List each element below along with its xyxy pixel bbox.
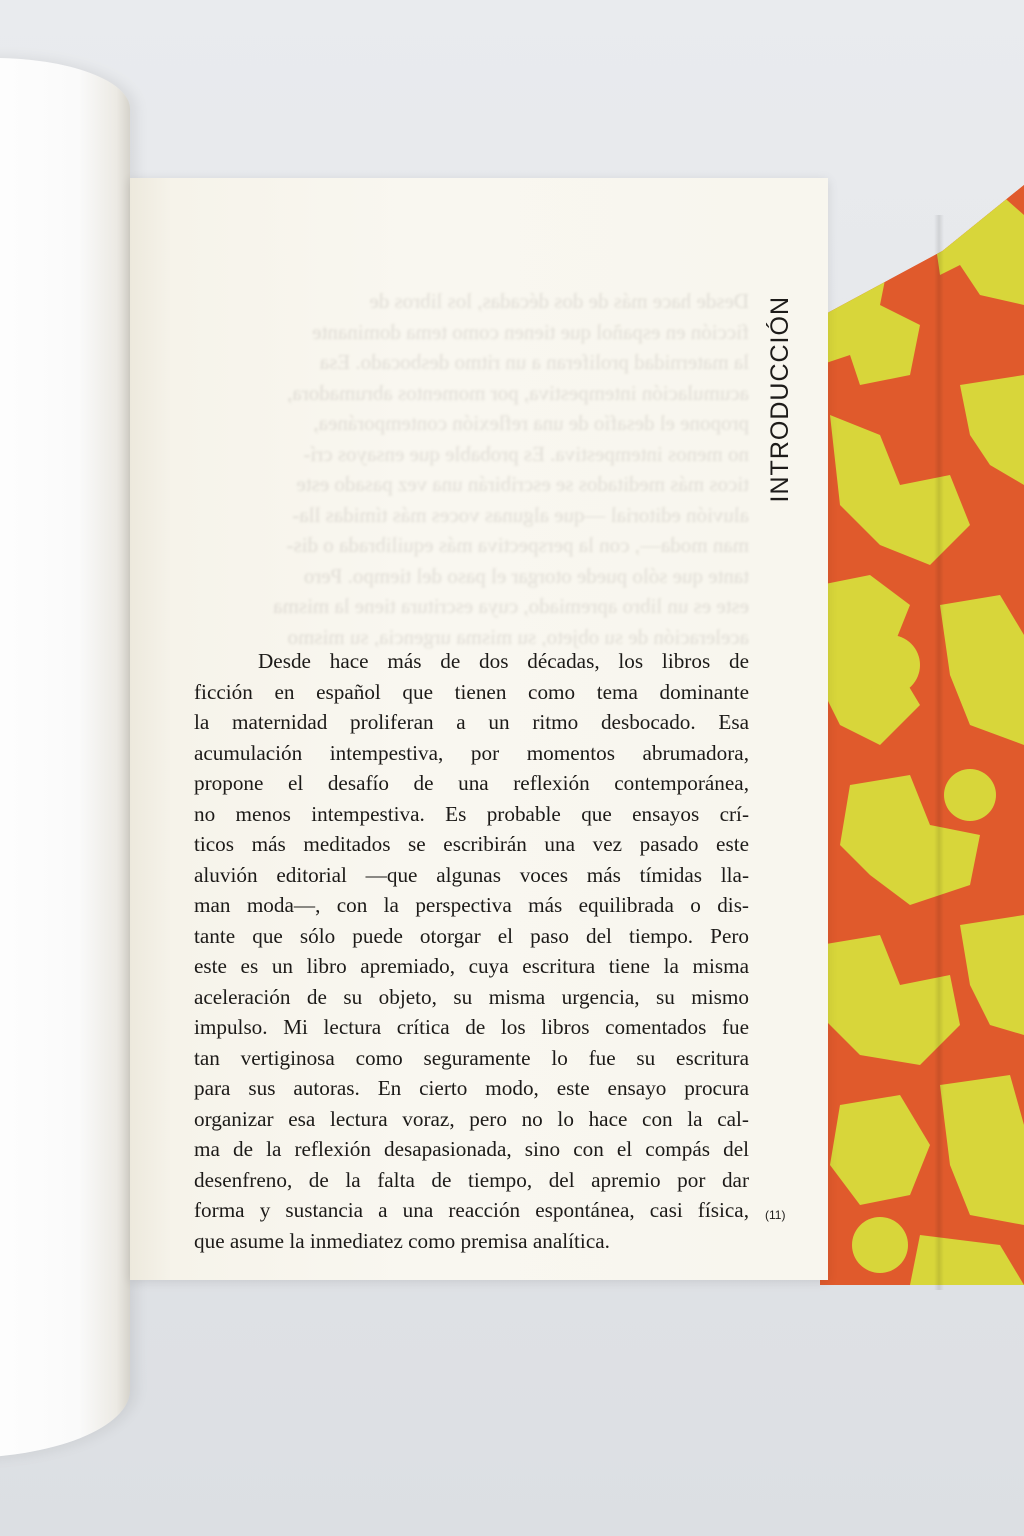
text-line: ficción en español que tienen como tema dominante [194,679,749,704]
text-line: acumulación intempestiva, por momentos abrumadora, [194,740,749,765]
text-line: impulso. Mi lectura crítica de los libros comentados fue [194,1015,749,1039]
text-line: ticos más meditados se escribirán una vez pasado este [194,832,749,856]
page-number: (11) [765,1208,786,1222]
running-head [750,296,810,556]
text-line: Desde hace más de dos décadas, los libros de [258,649,749,673]
text-line: desenfreno, de la falta de tiempo, del apremio por dar [194,1167,749,1192]
text-line: man moda—, con la perspectiva más equilibrada o dis- [194,893,749,917]
cover-flap-pattern [820,185,1024,1285]
left-curled-page [0,58,130,1458]
text-line: tan vertiginosa como seguramente lo fue su escritura [194,1045,749,1070]
flap-fold-shadow [934,215,944,1290]
text-line: ma de la reflexión desapasionada, sino con el compás del [194,1137,749,1161]
text-line: para sus autoras. En cierto modo, este ensayo procura [194,1076,749,1100]
text-line: que asume la inmediatez como premisa analítica. [194,1228,610,1253]
text-line: forma y sustancia a una reacción espontánea, casi física, [194,1198,749,1222]
text-line: organizar esa lectura voraz, pero no lo hace con la cal- [194,1106,749,1131]
text-line: aceleración de su objeto, su misma urgencia, su mismo [194,984,749,1009]
text-line: propone el desafío de una reflexión contemporánea, [194,771,749,795]
text-line: aluvión editorial —que algunas voces más tímidas lla- [194,862,749,887]
body-paragraph [194,646,749,1256]
show-through-text: Desde hace más de dos décadas, los libros de ficción en español que tienen como tema dominante la maternidad proliferan a un ritmo desbocado. Esa acumulación intempestiva, por momentos abrumadora, propone el desafío de una reflexión contemporánea, no menos intempestiva. Es probable que ensayos crí- ticos más meditados se escribirán una vez pasado este aluvión editorial —que algunas voces más tímidas lla- man moda—, con la perspectiva más equilibrada o dis- tante que sólo puede otorgar el paso del tiempo. Pero este es un libro apremiado, cuya escritura tiene la misma aceleración de su objeto, su misma urgencia, su mismo [273,289,749,649]
text-line: la maternidad proliferan a un ritmo desbocado. Esa [194,710,749,734]
text-line: no menos intempestiva. Es probable que ensayos crí- [194,801,749,826]
running-head-text: INTRODUCCIÓN [765,296,794,503]
book-page [130,178,828,1280]
text-line: este es un libro apremiado, cuya escritura tiene la misma [194,954,749,978]
text-line: tante que sólo puede otorgar el paso del tiempo. Pero [194,923,749,948]
camouflage-pattern [820,185,1024,1285]
